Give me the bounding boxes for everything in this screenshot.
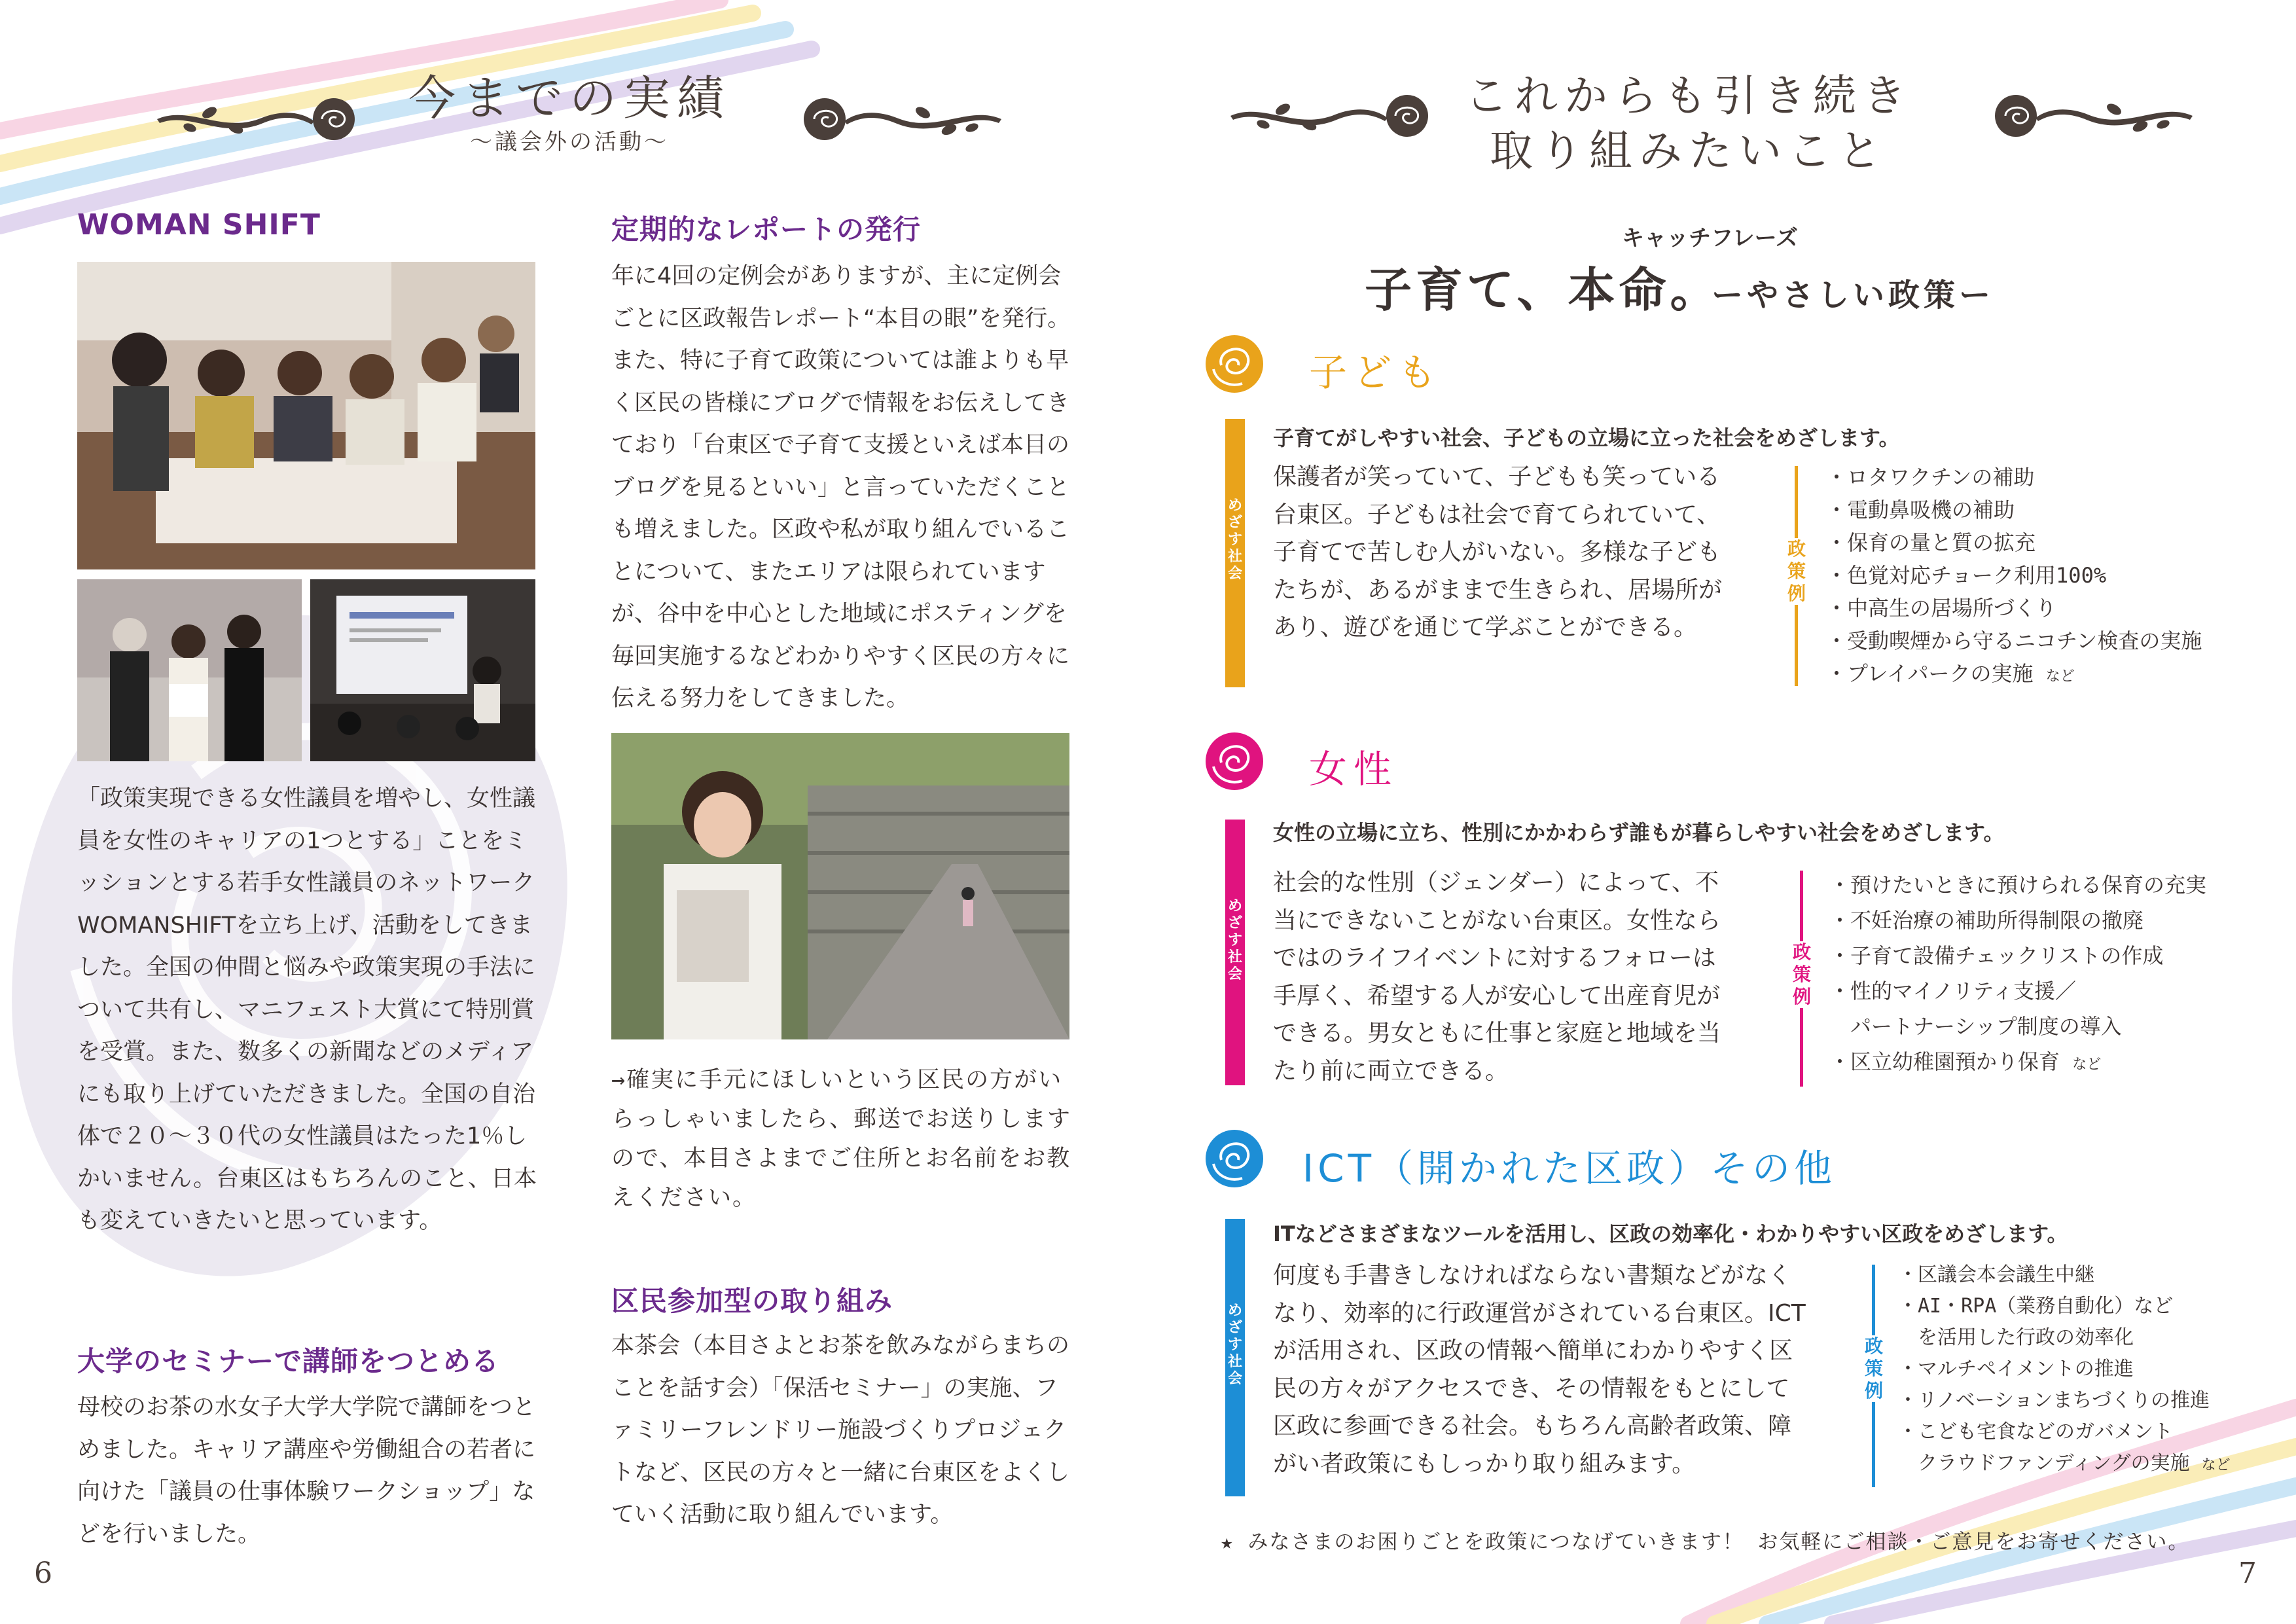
policy-item: ・AI・RPA（業務自動化）など [1898, 1295, 2174, 1318]
policy-item: ・中高生の居場所づくり [1826, 596, 2057, 621]
participation-title: 区民参加型の取り組み [611, 1285, 893, 1317]
policy-item: ・リノベーションまちづくりの推進 [1898, 1389, 2210, 1412]
policy-suffix: など [2201, 1457, 2231, 1473]
policy-item: ・電動鼻吸機の補助 [1826, 497, 2015, 522]
goal-bar-label: め ざ す 社 会 [1227, 898, 1242, 983]
rose-icon-orange [1203, 333, 1266, 395]
policy-label-children: 政 策 例 [1785, 538, 1808, 605]
participation-body: 本茶会（本目さよとお茶を飲みながらまちのことを話す会）「保活セミナー」の実施、ファミリーフレンドリー施設づくりプロジェクトなど、区民の方々と一緒に台東区をよくしていく活動に取り組んでいます。 [611, 1333, 1070, 1528]
report-title: 定期的なレポートの発行 [611, 213, 922, 245]
page-title-line1: これからも引き続き [1465, 71, 1912, 121]
left-page-heading [367, 69, 772, 156]
policy-item: ・区議会本会議生中継 [1898, 1263, 2094, 1286]
page-title-line2: 取り組みたいこと [1490, 126, 1888, 176]
rose-ornament-right [1983, 88, 2199, 141]
catchphrase-label: キャッチフレーズ [1622, 225, 1798, 251]
goal-children: 子育てがしやすい社会、子どもの立場に立った社会をめざします。 [1273, 425, 1900, 450]
goal-women: 女性の立場に立ち、性別にかかわらず誰もが暮らしやすい社会をめざします。 [1273, 820, 2005, 845]
rose-icon-blue [1203, 1127, 1266, 1190]
policy-item: ・不妊治療の補助所得制限の撤廃 [1829, 908, 2144, 933]
seminar-body: 母校のお茶の水女子大学大学院で講師をつとめました。キャリア講座や労働組合の若者に向けた「議員の仕事体験ワークショップ」などを行いました。 [77, 1394, 536, 1547]
photo-meeting [77, 262, 535, 569]
page-number-right: 7 [2238, 1557, 2257, 1590]
goal-bar-label: め ざ す 社 会 [1227, 497, 1242, 582]
woman-shift-title: WOMAN SHIFT [77, 208, 321, 242]
policy-item: ・子育て設備チェックリストの作成 [1829, 943, 2164, 968]
footer-note: ★ みなさまのお困りごとを政策につなげていきます！ お気軽にご相談・ご意見をお寄せください。 [1221, 1530, 2190, 1554]
policy-item: ・マルチペイメントの推進 [1898, 1358, 2134, 1380]
policy-item: ・こども宅食などのガバメント [1898, 1420, 2173, 1443]
policy-item: ・色覚対応チョーク利用100% [1826, 563, 2107, 588]
policy-item: ・ロタワクチンの補助 [1826, 465, 2035, 490]
page-title: 今までの実績 [408, 71, 730, 126]
report-body: 年に4回の定例会がありますが、主に定例会ごとに区政報告レポート“本目の眼”を発行。また、特に子育て政策については誰よりも早く区民の皆様にブログで情報をお伝えしてきており「台東区で子育て支援といえば本目のブログを見るといい」と言っていただくことも増えました。区政や私が取り組んでいることについて、またエリアは限られていますが、谷中を中心とした地域にポスティングを毎回実施するなどわかりやすく区民の方々に伝える努力をしてきました。 [611, 263, 1071, 712]
woman-shift-body: 「政策実現できる女性議員を増やし、女性議員を女性のキャリアの1つとする」ことをミッションとする若手女性議員のネットワークWOMANSHIFTを立ち上げ、活動をしてきました。全国の仲間と悩みや政策実現の手法について共有し、マニフェスト大賞にて特別賞を受賞。また、数多くの新聞などのメディアにも取り上げていただきました。全国の自治体で２０～３０代の女性議員はたった1％しかいません。台東区はもちろんのこと、日本も変えていきたいと思っています。 [77, 785, 537, 1234]
policy-list-women [1829, 867, 2206, 1083]
policy-item: ・保育の量と質の拡充 [1826, 530, 2036, 555]
policy-suffix: など [2045, 668, 2075, 685]
mail-request-caption: →確実に手元にほしいという区民の方がいらっしゃいましたら、郵送でお送りしますので、本目さよまでご住所とお名前をお教えください。 [611, 1067, 1072, 1211]
policy-item: ・受動喫煙から守るニコチン検査の実施 [1826, 628, 2202, 653]
photo-street [611, 733, 1069, 1039]
goal-ict: ITなどさまざまなツールを活用し、区政の効率化・わかりやすい区政をめざします。 [1273, 1221, 2068, 1246]
photo-award [77, 579, 302, 761]
rose-icon-pink [1203, 730, 1266, 793]
description-ict: 何度も手書きしなければならない書類などがなくなり、効率的に行政運営がされている台東区。ICTが活用され、区政の情報へ簡単にわかりやすく区民の方々がアクセスでき、その情報をもとにして区政に参画できる社会。もちろん高齢者政策、障がい者政策にもしっかり取り組みます。 [1273, 1262, 1806, 1477]
photo-seminar [310, 579, 535, 761]
policy-list-children [1826, 461, 2202, 693]
policy-item: ・預けたいときに預けられる保育の充実 [1829, 873, 2207, 897]
description-children: 保護者が笑っていて、子どもも笑っている台東区。子どもは社会で育てられていて、子育てで苦しむ人がいない。多様な子どもたちが、あるがままで生きられ、居場所があり、遊びを通じて学ぶことができる。 [1273, 463, 1723, 641]
goal-bar-label: め ざ す 社 会 [1227, 1303, 1242, 1387]
policy-item: を活用した行政の効率化 [1898, 1326, 2134, 1349]
policy-item: ・プレイパークの実施 [1826, 661, 2034, 686]
category-title-ict: ICT（開かれた区政）その他 [1302, 1146, 1837, 1191]
policy-item: パートナーシップ制度の導入 [1829, 1014, 2122, 1039]
policy-item: ・性的マイノリティ支援／ [1829, 979, 2076, 1003]
rose-ornament-left [1224, 88, 1440, 141]
rose-ornament-left [151, 92, 367, 144]
description-women: 社会的な性別（ジェンダー）によって、不当にできないことがない台東区。女性ならではのライフイベントに対するフォローは手厚く、希望する人が安心して出産育児ができる。男女ともに仕事と家庭と地域を当たり前に両立できる。 [1273, 869, 1721, 1085]
page-subtitle: ～議会外の活動～ [470, 129, 669, 155]
policy-suffix: など [2072, 1056, 2102, 1073]
policy-item: クラウドファンディングの実施 [1898, 1452, 2190, 1475]
policy-label-women: 政 策 例 [1790, 941, 1814, 1008]
catchphrase-sub: ーやさしい政策ー [1712, 277, 1995, 314]
page-number-left: 6 [34, 1557, 52, 1590]
policy-item: ・区立幼稚園預かり保育 [1829, 1049, 2060, 1074]
rose-ornament-right [792, 92, 1008, 144]
category-title-children: 子ども [1309, 350, 1443, 395]
catchphrase-main: 子育て、本命。 [1365, 262, 1721, 317]
policy-label-ict: 政 策 例 [1862, 1335, 1886, 1402]
seminar-title: 大学のセミナーで講師をつとめる [77, 1345, 500, 1377]
right-page-heading [1453, 69, 1924, 179]
category-title-women: 女性 [1309, 747, 1399, 791]
policy-list-ict [1898, 1259, 2231, 1481]
